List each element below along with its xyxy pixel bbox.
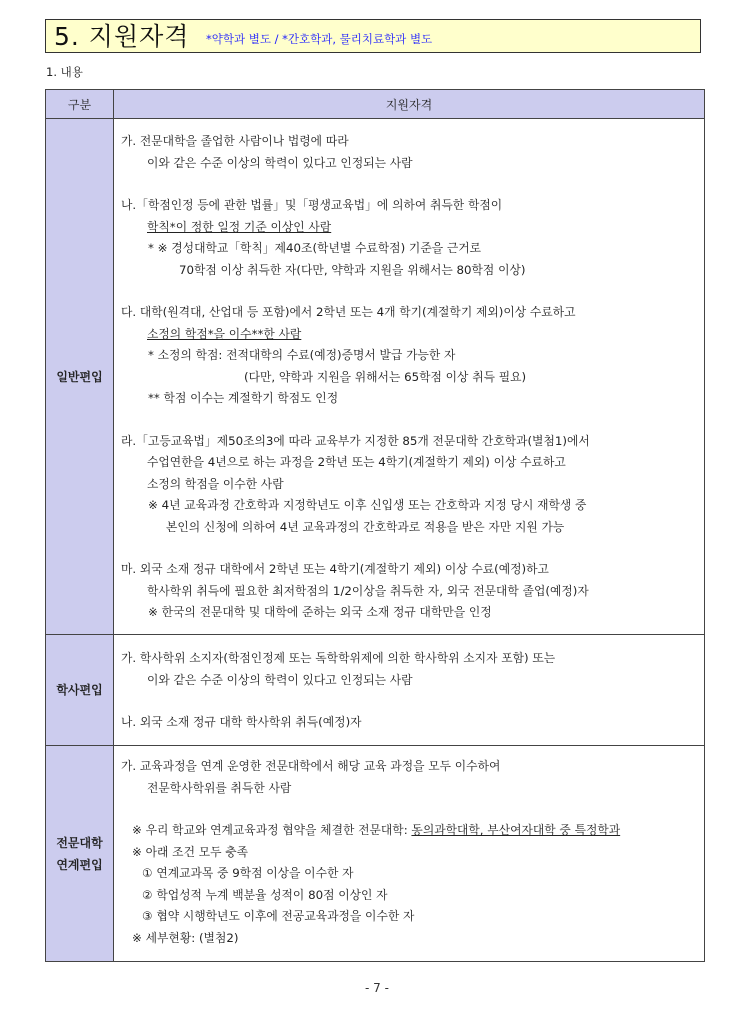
list-item: 나. 외국 소재 정규 대학 학사학위 취득(예정)자 [121,715,362,729]
list-item: 수업연한을 4년으로 하는 과정을 2학년 또는 4학기(계절학기 제외) 이상 수료하고 [147,455,566,469]
list-item [114,820,704,842]
list-item: 소정의 학점을 이수한 사람 [147,476,284,491]
list-item: 이와 같은 수준 이상의 학력이 있다고 인정되는 사람 [147,672,413,687]
list-item: ③ 협약 시행학년도 이후에 전공교육과정을 이수한 자 [142,909,415,923]
table-header-eligibility: 지원자격 [114,90,705,119]
table-header-category: 구분 [46,90,114,119]
list-item: ※ 세부현황: (별첨2) [132,930,239,945]
row-category: 일반편입 [46,119,114,635]
page-number: - 7 - [365,981,389,995]
eligibility-table [45,89,705,962]
list-item: 다. 대학(원격대, 산업대 등 포함)에서 2학년 또는 4개 학기(계절학기 제외)이상 수료하고 [121,305,576,319]
list-item: 가. 학사학위 소지자(학점인정제 또는 독학학위제에 의한 학사학위 소지자 포함) 또는 [121,651,556,665]
list-item: 학사학위 취득에 필요한 최저학점의 1/2이상을 취득한 자, 외국 전문대학 졸업(예정)자 [147,583,589,598]
list-item: ① 연계교과목 중 9학점 이상을 이수한 자 [142,866,354,880]
list-item: ② 학업성적 누계 백분율 성적이 80점 이상인 자 [142,887,388,902]
list-item: ** 학점 이수는 계절학기 학점도 인정 [148,391,339,405]
row-category: 학사편입 [46,635,114,746]
underlined-text: 학칙*이 정한 일정 기준 이상인 사람 [147,219,332,234]
list-item: 나.「학점인정 등에 관한 법률」및「평생교육법」에 의하여 취득한 학점이 [121,198,503,212]
partner-college-label: ※ 우리 학교와 연계교육과정 협약을 체결한 전문대학: [132,823,412,837]
partner-college-names: 동의과학대학, 부산여자대학 중 특정학과 [411,823,621,837]
list-item: 가. 교육과정을 연계 운영한 전문대학에서 해당 교육 과정을 모두 이수하여 [121,759,501,773]
row-category [46,746,114,962]
table-row [46,119,705,635]
underlined-text: 소정의 학점*을 이수**한 사람 [147,326,302,341]
list-item: 전문학사학위를 취득한 사람 [147,780,292,795]
list-item: 마. 외국 소재 정규 대학에서 2학년 또는 4학기(계절학기 제외) 이상 수료(예정)하고 [121,562,549,576]
row-content [114,635,705,746]
list-item: 가. 전문대학을 졸업한 사람이나 법령에 따라 [121,134,349,148]
row-category-line: 연계편입 [56,857,103,872]
list-item [114,324,704,346]
list-item: 라.「고등교육법」제50조의3에 따라 교육부가 지정한 85개 전문대학 간호학과(별첨1)에서 [121,433,590,448]
row-content [114,119,705,635]
list-item: 이와 같은 수준 이상의 학력이 있다고 인정되는 사람 [147,155,413,170]
list-item: * ※ 경성대학교「학칙」제40조(학년별 수료학점) 기준을 근거로 [148,241,482,255]
table-row [46,746,705,962]
table-row [46,635,705,746]
table-header-row [46,90,705,119]
row-category-line: 전문대학 [56,835,103,850]
list-item: ※ 4년 교육과정 간호학과 지정학년도 이후 신입생 또는 간호학과 지정 당시 재학생 중 [148,498,587,512]
list-item: 본인의 신청에 의하여 4년 교육과정의 간호학과로 적용을 받은 자만 지원 가능 [166,519,565,534]
section-title: 5. 지원자격 [54,22,190,51]
list-item: (다만, 약학과 지원을 위해서는 65학점 이상 취득 필요) [244,369,527,384]
list-item: ※ 한국의 전문대학 및 대학에 준하는 외국 소재 정규 대학만을 인정 [148,605,492,619]
list-item [114,217,704,239]
list-item: * 소정의 학점: 전적대학의 수료(예정)증명서 발급 가능한 자 [148,348,456,362]
list-item: 70학점 이상 취득한 자(다만, 약학과 지원을 위해서는 80학점 이상) [179,262,526,277]
list-item: ※ 아래 조건 모두 충족 [132,844,249,859]
section-title-note: *약학과 별도 / *간호학과, 물리치료학과 별도 [206,32,433,46]
section-title-box [45,19,701,53]
row-content [114,746,705,962]
subsection-label: 1. 내용 [46,65,83,79]
